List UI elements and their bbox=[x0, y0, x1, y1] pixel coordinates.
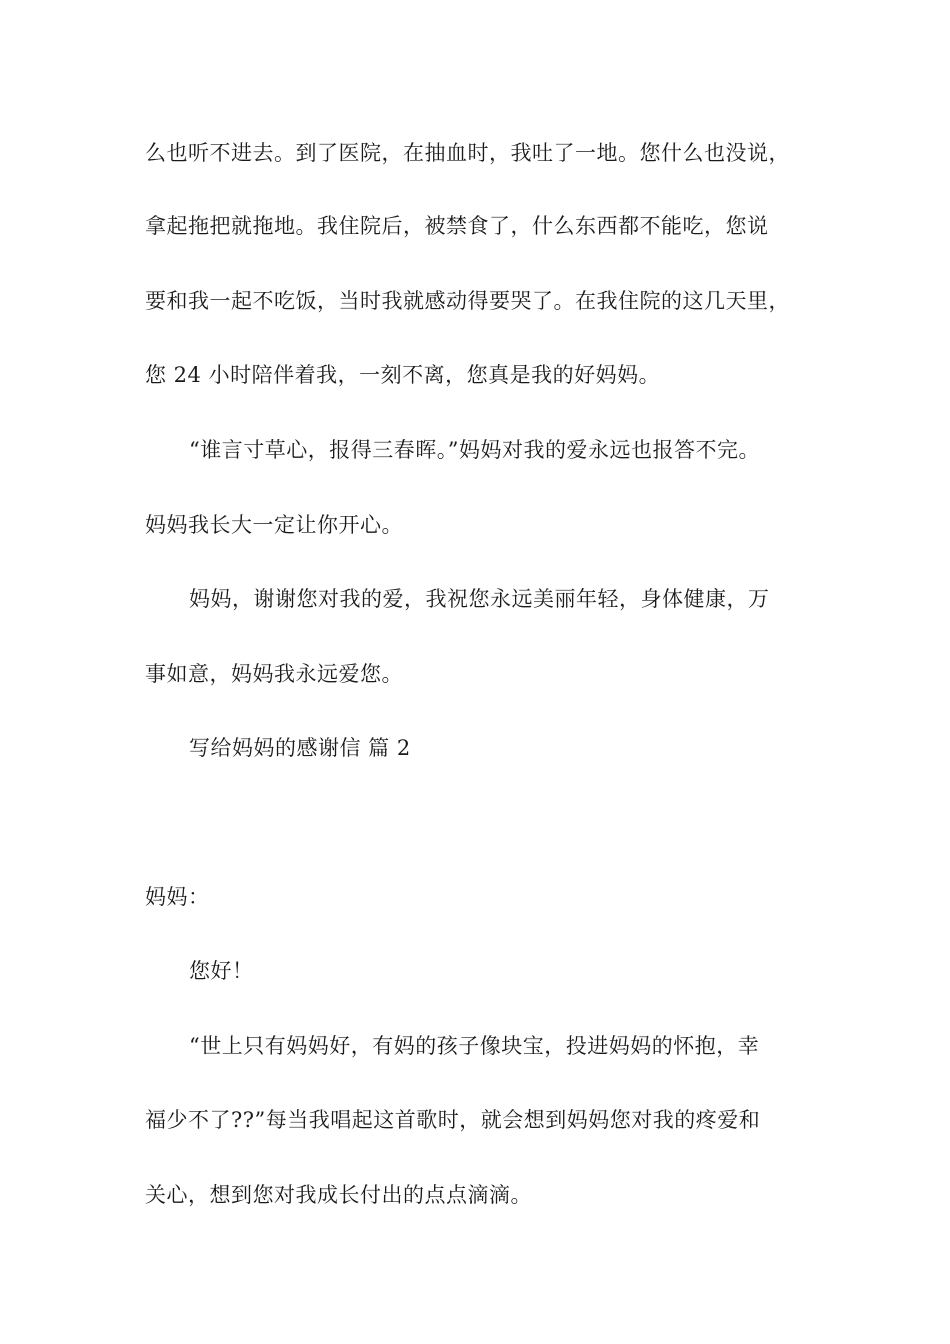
text-line-7: 妈妈，谢谢您对我的爱，我祝您永远美丽年轻，身体健康，万 bbox=[189, 587, 770, 611]
text-line-8: 事如意，妈妈我永远爱您。 bbox=[145, 662, 403, 686]
text-line-13: 福少不了??”每当我唱起这首歌时，就会想到妈妈您对我的疼爱和 bbox=[145, 1108, 761, 1132]
greeting: 您好！ bbox=[189, 959, 254, 983]
salutation: 妈妈： bbox=[145, 885, 210, 909]
text-line-1: 么也听不进去。到了医院，在抽血时，我吐了一地。您什么也没说， bbox=[145, 141, 790, 165]
section-heading: 写给妈妈的感谢信 篇 2 bbox=[189, 736, 411, 760]
text-line-6: 妈妈我长大一定让你开心。 bbox=[145, 513, 403, 537]
text-line-3: 要和我一起不吃饭，当时我就感动得要哭了。在我住院的这几天里， bbox=[145, 289, 790, 313]
text-line-4: 您 24 小时陪伴着我，一刻不离，您真是我的好妈妈。 bbox=[145, 363, 661, 387]
text-line-14: 关心，想到您对我成长付出的点点滴滴。 bbox=[145, 1183, 532, 1207]
text-line-12: “世上只有妈妈好，有妈的孩子像块宝，投进妈妈的怀抱，幸 bbox=[189, 1034, 760, 1058]
text-line-2: 拿起拖把就拖地。我住院后，被禁食了，什么东西都不能吃，您说 bbox=[145, 214, 769, 238]
text-line-5: “谁言寸草心，报得三春晖。”妈妈对我的爱永远也报答不完。 bbox=[189, 438, 760, 462]
